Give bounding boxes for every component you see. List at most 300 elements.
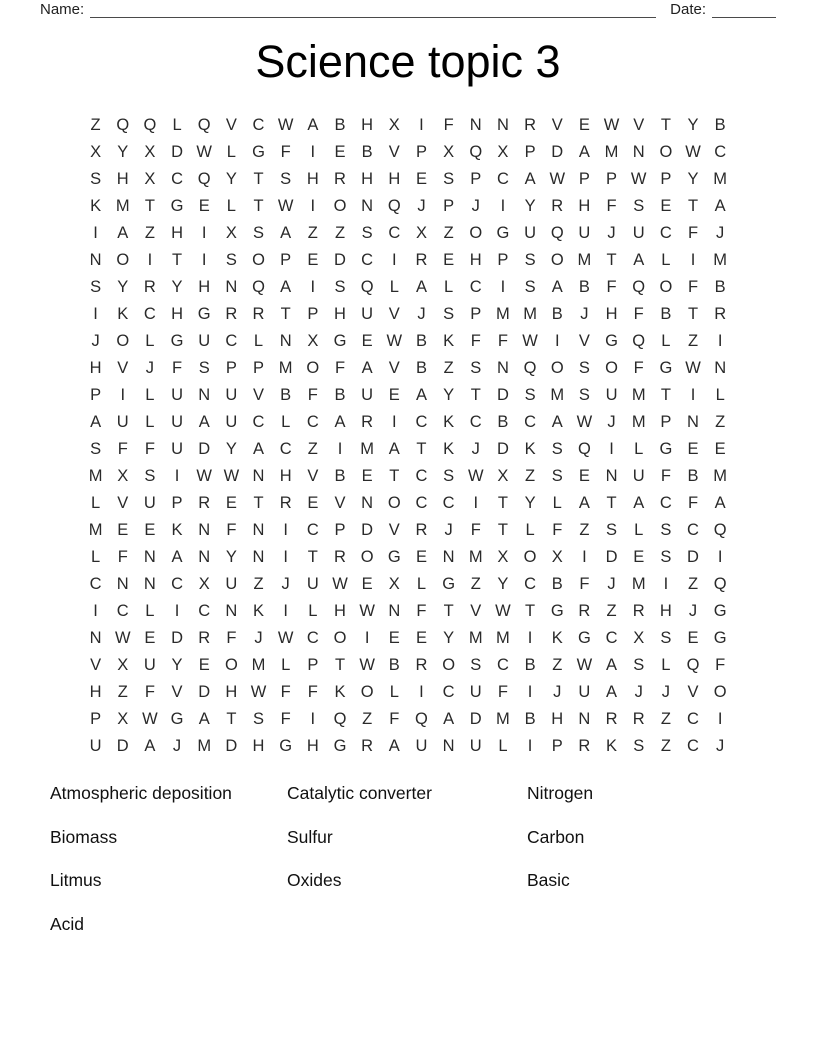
grid-cell: F: [633, 359, 644, 377]
grid-cell: J: [607, 224, 616, 242]
grid-cell: K: [171, 521, 183, 539]
grid-cell: B: [334, 386, 346, 404]
grid-cell: C: [252, 413, 265, 431]
grid-cell: O: [333, 629, 347, 647]
grid-cell: C: [687, 737, 699, 755]
grid-cell: I: [419, 116, 424, 134]
grid-cell: X: [144, 143, 156, 161]
grid-cell: G: [170, 710, 184, 728]
grid-cell: E: [198, 197, 210, 215]
grid-cell: W: [685, 359, 701, 377]
grid-cell: D: [687, 548, 699, 566]
grid-cell: R: [361, 413, 374, 431]
grid-cell: N: [687, 413, 699, 431]
grid-cell: J: [471, 440, 480, 458]
grid-cell: O: [550, 359, 564, 377]
grid-cell: L: [525, 521, 535, 539]
grid-cell: E: [307, 494, 319, 512]
grid-cell: H: [198, 278, 211, 296]
grid-cell: U: [578, 224, 591, 242]
grid-cell: U: [89, 737, 102, 755]
grid-cell: W: [332, 575, 348, 593]
grid-cell: P: [660, 170, 672, 188]
grid-cell: N: [496, 359, 509, 377]
grid-cell: Z: [687, 575, 699, 593]
grid-cell: H: [334, 602, 346, 620]
grid-cell: I: [364, 629, 370, 647]
grid-cell: D: [334, 251, 346, 269]
grid-cell: T: [470, 386, 481, 404]
grid-cell: N: [252, 548, 265, 566]
grid-cell: F: [552, 521, 563, 539]
grid-cell: X: [117, 656, 129, 674]
grid-cell: B: [551, 575, 563, 593]
grid-cell: C: [171, 170, 183, 188]
word-list-column: [287, 780, 527, 955]
grid-cell: A: [198, 710, 210, 728]
grid-cell: K: [606, 737, 618, 755]
grid-cell: W: [277, 197, 294, 215]
grid-cell: L: [145, 332, 155, 350]
grid-cell: L: [281, 656, 291, 674]
grid-cell: U: [116, 413, 129, 431]
grid-cell: U: [415, 737, 428, 755]
grid-cell: Z: [579, 521, 590, 539]
grid-cell: F: [389, 710, 400, 728]
grid-cell: O: [713, 683, 727, 701]
grid-cell: H: [388, 170, 401, 188]
grid-cell: W: [603, 116, 620, 134]
grid-cell: E: [660, 197, 672, 215]
grid-cell: C: [524, 413, 537, 431]
grid-cell: V: [551, 116, 563, 134]
grid-cell: J: [716, 224, 725, 242]
grid-cell: R: [632, 710, 645, 728]
grid-cell: O: [523, 548, 537, 566]
grid-cell: F: [633, 305, 644, 323]
grid-cell: C: [198, 602, 211, 620]
grid-cell: H: [116, 170, 129, 188]
grid-cell: C: [469, 413, 482, 431]
grid-cell: N: [605, 467, 618, 485]
grid-cell: N: [89, 251, 102, 269]
grid-cell: C: [496, 656, 509, 674]
grid-cell: J: [607, 413, 616, 431]
grid-cell: B: [334, 467, 346, 485]
grid-cell: D: [496, 440, 509, 458]
grid-cell: F: [226, 629, 237, 647]
grid-cell: C: [659, 224, 672, 242]
grid-cell: V: [470, 602, 482, 620]
grid-cell: I: [419, 683, 424, 701]
grid-cell: I: [500, 278, 506, 296]
grid-cell: P: [551, 737, 563, 755]
grid-cell: Q: [550, 224, 564, 242]
grid-cell: F: [687, 278, 699, 296]
grid-cell: H: [252, 737, 265, 755]
grid-cell: L: [90, 494, 101, 512]
grid-cell: M: [115, 197, 130, 215]
grid-cell: O: [659, 278, 673, 296]
grid-cell: R: [225, 305, 238, 323]
grid-cell: L: [634, 521, 644, 539]
grid-cell: G: [279, 737, 293, 755]
grid-cell: S: [443, 170, 455, 188]
grid-cell: Y: [443, 386, 455, 404]
grid-cell: Y: [225, 170, 237, 188]
grid-cell: N: [578, 710, 591, 728]
grid-cell: C: [279, 440, 292, 458]
grid-cell: G: [605, 332, 618, 350]
grid-cell: R: [605, 710, 618, 728]
grid-cell: N: [143, 575, 156, 593]
grid-cell: C: [89, 575, 102, 593]
grid-cell: C: [415, 413, 428, 431]
grid-cell: J: [281, 575, 290, 593]
grid-cell: D: [551, 143, 564, 161]
grid-cell: U: [578, 683, 591, 701]
grid-cell: S: [660, 548, 672, 566]
grid-cell: F: [307, 683, 318, 701]
grid-cell: N: [198, 386, 211, 404]
grid-cell: O: [550, 251, 564, 269]
grid-cell: I: [120, 386, 126, 404]
grid-cell: K: [334, 683, 346, 701]
grid-cell: A: [307, 116, 319, 134]
grid-cell: M: [88, 467, 103, 485]
grid-cell: S: [280, 170, 292, 188]
wordsearch-grid: [82, 112, 734, 760]
grid-cell: Z: [552, 656, 563, 674]
grid-cell: N: [225, 602, 238, 620]
grid-cell: T: [253, 197, 264, 215]
grid-cell: A: [388, 737, 400, 755]
word-list-item: Oxides: [287, 870, 342, 891]
grid-cell: W: [196, 467, 212, 485]
grid-cell: V: [578, 332, 590, 350]
grid-cell: X: [497, 548, 509, 566]
grid-cell: A: [551, 278, 563, 296]
grid-cell: F: [443, 116, 454, 134]
grid-cell: R: [279, 494, 292, 512]
grid-cell: Z: [90, 116, 101, 134]
date-label: Date:: [670, 1, 706, 18]
word-list-item: Catalytic converter: [287, 783, 432, 803]
grid-cell: N: [252, 521, 265, 539]
grid-cell: S: [90, 440, 102, 458]
grid-cell: N: [252, 467, 265, 485]
grid-cell: A: [144, 737, 156, 755]
grid-cell: P: [497, 251, 509, 269]
grid-cell: N: [442, 548, 455, 566]
grid-cell: I: [717, 332, 723, 350]
grid-cell: J: [553, 683, 562, 701]
grid-cell: A: [714, 494, 726, 512]
grid-cell: B: [714, 116, 726, 134]
grid-cell: B: [334, 116, 346, 134]
grid-cell: X: [144, 170, 156, 188]
grid-cell: N: [632, 143, 645, 161]
grid-cell: I: [690, 251, 696, 269]
grid-cell: I: [392, 251, 397, 269]
grid-cell: I: [93, 224, 98, 242]
grid-cell: Z: [525, 467, 536, 485]
grid-cell: T: [416, 440, 427, 458]
grid-cell: Y: [225, 440, 237, 458]
grid-cell: G: [197, 305, 211, 323]
grid-cell: O: [116, 251, 130, 269]
grid-cell: V: [388, 521, 400, 539]
grid-cell: J: [607, 575, 616, 593]
grid-cell: O: [360, 548, 374, 566]
grid-cell: G: [577, 629, 591, 647]
grid-cell: Q: [415, 710, 428, 728]
grid-cell: G: [659, 440, 673, 458]
grid-cell: Q: [333, 710, 347, 728]
grid-cell: O: [116, 332, 130, 350]
grid-cell: S: [660, 629, 672, 647]
grid-cell: A: [280, 278, 292, 296]
grid-cell: W: [196, 143, 212, 161]
grid-cell: N: [361, 197, 374, 215]
grid-cell: H: [334, 305, 346, 323]
grid-cell: S: [551, 440, 563, 458]
grid-cell: A: [198, 413, 210, 431]
grid-cell: G: [170, 332, 184, 350]
grid-cell: Z: [470, 575, 481, 593]
grid-cell: M: [523, 305, 537, 323]
grid-cell: Z: [443, 359, 454, 377]
grid-cell: Y: [687, 170, 699, 188]
grid-cell: X: [633, 629, 645, 647]
word-list-column: [50, 780, 287, 955]
grid-cell: X: [225, 224, 237, 242]
grid-cell: F: [117, 548, 128, 566]
grid-cell: E: [443, 251, 455, 269]
word-list-item: Litmus: [50, 870, 102, 891]
grid-cell: D: [361, 521, 374, 539]
grid-cell: U: [225, 413, 238, 431]
grid-cell: E: [415, 629, 427, 647]
grid-cell: L: [389, 683, 399, 701]
grid-cell: H: [469, 251, 482, 269]
grid-cell: C: [171, 575, 183, 593]
grid-cell: V: [253, 386, 265, 404]
grid-cell: M: [631, 575, 646, 593]
grid-cell: F: [280, 143, 291, 161]
grid-cell: R: [524, 116, 537, 134]
grid-cell: V: [307, 467, 319, 485]
grid-cell: Q: [632, 332, 646, 350]
grid-cell: E: [687, 629, 699, 647]
grid-cell: I: [554, 332, 560, 350]
grid-cell: J: [417, 305, 426, 323]
grid-cell: R: [143, 278, 156, 296]
grid-cell: N: [469, 116, 482, 134]
grid-cell: I: [717, 710, 723, 728]
grid-cell: W: [467, 467, 484, 485]
grid-cell: E: [361, 467, 373, 485]
grid-cell: X: [443, 143, 455, 161]
grid-cell: M: [278, 359, 293, 377]
grid-cell: T: [687, 305, 699, 323]
grid-cell: T: [253, 170, 264, 188]
grid-cell: L: [281, 413, 291, 431]
grid-cell: D: [225, 737, 238, 755]
grid-cell: U: [469, 683, 482, 701]
grid-cell: T: [307, 548, 318, 566]
grid-cell: M: [496, 710, 510, 728]
grid-cell: A: [90, 413, 102, 431]
grid-cell: M: [713, 170, 728, 188]
grid-cell: U: [632, 467, 645, 485]
grid-cell: P: [90, 386, 102, 404]
grid-cell: F: [226, 521, 237, 539]
grid-cell: O: [333, 197, 347, 215]
grid-cell: M: [577, 251, 592, 269]
grid-cell: P: [225, 359, 237, 377]
grid-cell: C: [415, 494, 428, 512]
grid-cell: W: [223, 467, 240, 485]
grid-cell: J: [254, 629, 263, 647]
word-list-item: Acid: [50, 914, 85, 935]
grid-cell: M: [713, 467, 728, 485]
grid-cell: G: [442, 575, 456, 593]
grid-cell: A: [633, 251, 645, 269]
grid-cell: I: [147, 251, 153, 269]
grid-cell: Y: [524, 494, 536, 512]
grid-cell: B: [415, 359, 427, 377]
grid-cell: C: [415, 467, 428, 485]
grid-cell: S: [334, 278, 346, 296]
grid-cell: F: [172, 359, 183, 377]
grid-cell: C: [496, 170, 509, 188]
grid-cell: O: [360, 683, 374, 701]
grid-cell: J: [661, 683, 670, 701]
grid-cell: Q: [143, 116, 157, 134]
grid-cell: V: [687, 683, 699, 701]
grid-cell: E: [415, 548, 427, 566]
grid-cell: E: [117, 521, 129, 539]
grid-cell: I: [174, 602, 180, 620]
grid-cell: F: [497, 683, 508, 701]
grid-cell: X: [117, 467, 129, 485]
grid-cell: V: [117, 359, 129, 377]
grid-cell: M: [631, 386, 646, 404]
grid-cell: X: [551, 548, 563, 566]
grid-cell: G: [713, 602, 727, 620]
grid-cell: W: [522, 332, 538, 350]
grid-cell: R: [578, 737, 591, 755]
grid-cell: K: [253, 602, 265, 620]
grid-cell: I: [473, 494, 479, 512]
grid-cell: U: [361, 386, 374, 404]
word-list-item: Carbon: [527, 826, 585, 847]
grid-cell: L: [661, 251, 671, 269]
grid-cell: I: [310, 278, 316, 296]
grid-cell: B: [524, 656, 536, 674]
grid-cell: A: [253, 440, 265, 458]
grid-cell: Y: [524, 197, 536, 215]
grid-cell: F: [470, 332, 481, 350]
grid-cell: W: [114, 629, 131, 647]
grid-cell: I: [283, 521, 288, 539]
grid-cell: I: [392, 413, 397, 431]
grid-cell: V: [388, 143, 400, 161]
grid-cell: N: [198, 548, 211, 566]
grid-cell: L: [661, 332, 671, 350]
grid-cell: I: [310, 143, 316, 161]
grid-cell: W: [576, 413, 593, 431]
grid-cell: W: [142, 710, 158, 728]
grid-cell: S: [524, 278, 536, 296]
grid-cell: P: [660, 413, 672, 431]
grid-cell: S: [660, 521, 672, 539]
grid-cell: S: [633, 197, 645, 215]
grid-cell: S: [551, 467, 563, 485]
grid-cell: N: [225, 278, 238, 296]
grid-cell: V: [334, 494, 346, 512]
grid-cell: B: [524, 710, 536, 728]
grid-cell: V: [388, 359, 400, 377]
grid-cell: Q: [387, 197, 401, 215]
grid-cell: G: [333, 332, 347, 350]
grid-cell: Q: [713, 575, 727, 593]
grid-cell: I: [310, 710, 316, 728]
grid-cell: S: [633, 737, 645, 755]
grid-cell: W: [277, 116, 294, 134]
grid-cell: B: [578, 278, 590, 296]
grid-cell: B: [361, 143, 373, 161]
page-title: Science topic 3: [255, 36, 561, 87]
grid-cell: E: [714, 440, 726, 458]
grid-cell: T: [334, 656, 346, 674]
grid-cell: M: [197, 737, 212, 755]
grid-cell: F: [117, 440, 128, 458]
grid-cell: R: [415, 521, 428, 539]
grid-cell: E: [687, 440, 699, 458]
grid-cell: T: [497, 494, 508, 512]
grid-cell: A: [415, 278, 427, 296]
grid-cell: Q: [686, 656, 700, 674]
grid-cell: J: [145, 359, 155, 377]
grid-cell: C: [306, 521, 319, 539]
grid-cell: G: [713, 629, 727, 647]
grid-cell: C: [687, 521, 699, 539]
grid-cell: H: [171, 224, 183, 242]
grid-cell: Q: [360, 278, 374, 296]
grid-cell: O: [659, 143, 673, 161]
grid-cell: T: [660, 386, 671, 404]
grid-cell: H: [306, 737, 319, 755]
grid-cell: F: [144, 440, 155, 458]
grid-cell: B: [551, 305, 563, 323]
grid-cell: I: [201, 251, 207, 269]
grid-cell: P: [307, 305, 319, 323]
grid-cell: N: [279, 332, 292, 350]
grid-cell: S: [470, 359, 482, 377]
grid-cell: B: [660, 305, 672, 323]
grid-cell: Q: [197, 116, 211, 134]
grid-cell: A: [443, 710, 455, 728]
grid-cell: L: [444, 278, 454, 296]
grid-cell: R: [578, 602, 591, 620]
grid-cell: F: [497, 332, 508, 350]
grid-cell: C: [143, 305, 156, 323]
grid-cell: P: [171, 494, 183, 512]
grid-cell: I: [310, 197, 316, 215]
grid-cell: T: [226, 710, 237, 728]
